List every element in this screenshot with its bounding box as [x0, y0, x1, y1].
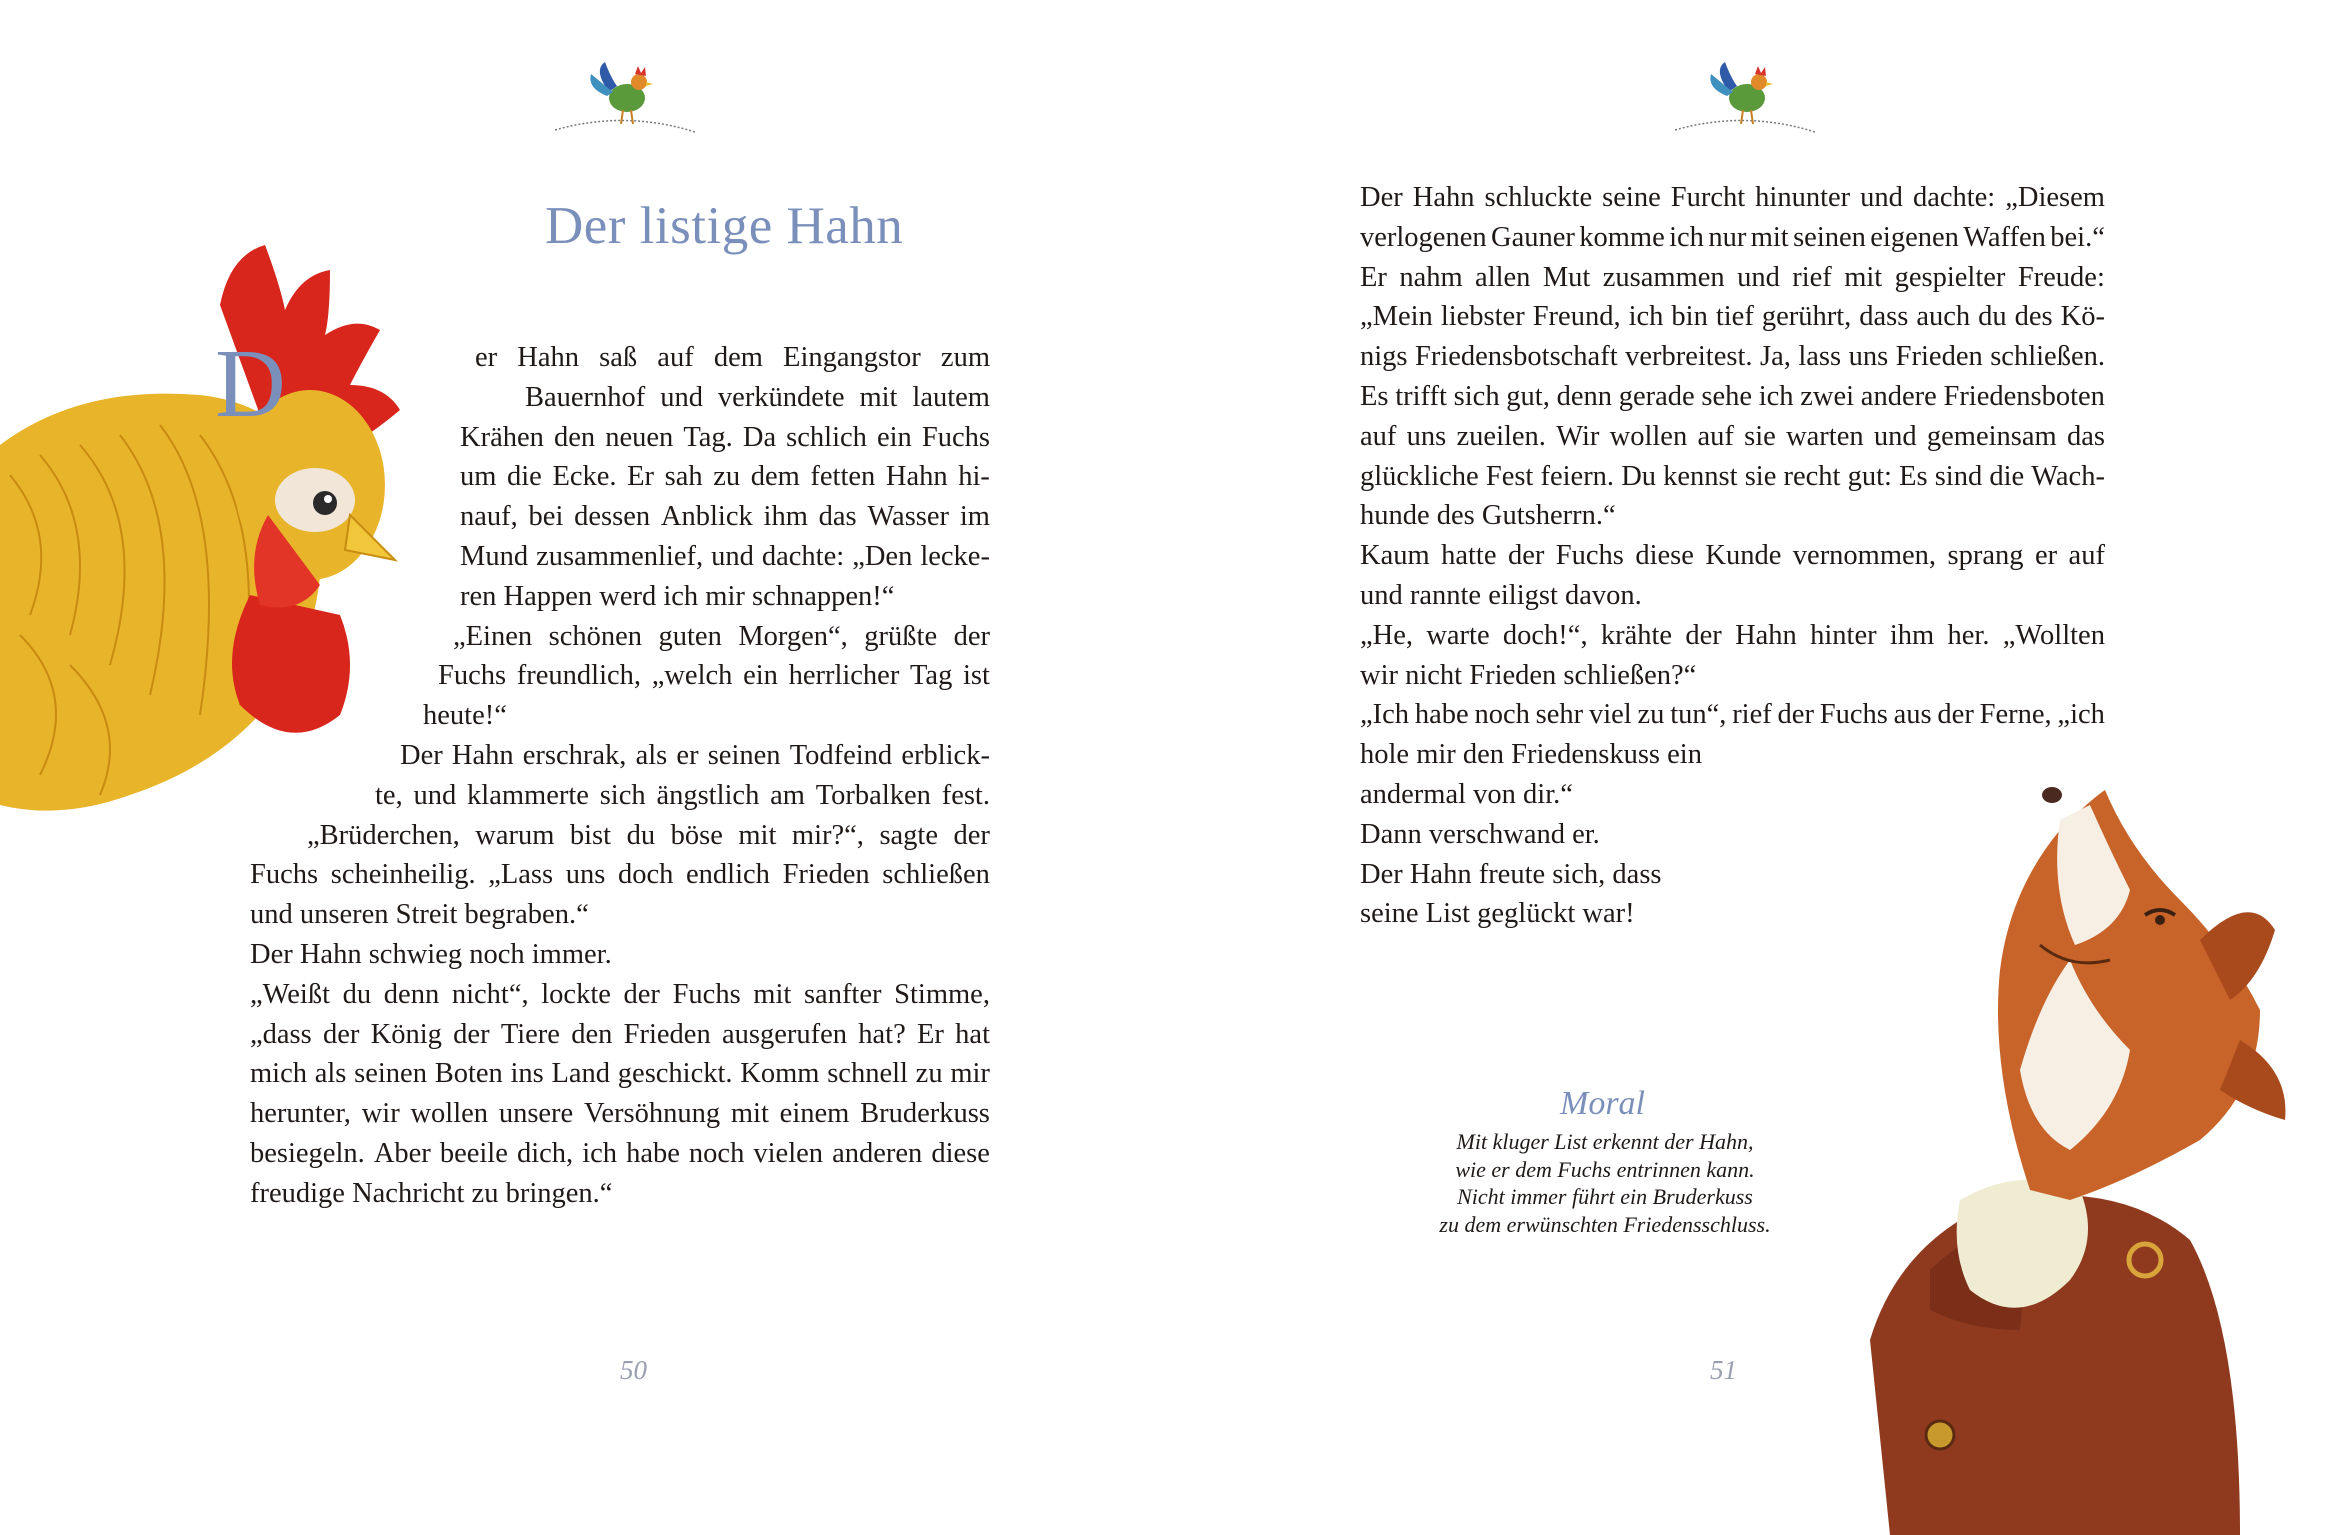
text-line: Krähen den neuen Tag. Da schlich ein Fuchs — [460, 421, 990, 453]
text-line: und unseren Streit begraben.“ — [250, 899, 589, 931]
text-line: besiegeln. Aber beeile dich, ich habe noch vielen anderen diese — [250, 1137, 990, 1169]
rooster-ornament-icon — [1665, 40, 1825, 140]
text-line: verlogenen Gauner komme ich nur mit seinen eigenen Waffen bei.“ — [1360, 221, 2105, 253]
text-line: Der Hahn schwieg noch immer. — [250, 938, 612, 970]
text-line: Fuchs scheinheilig. „Lass uns doch endlich Frieden schließen — [250, 859, 990, 891]
text-line: um die Ecke. Er sah zu dem fetten Hahn hi- — [460, 461, 990, 493]
text-line: „Brüderchen, warum bist du böse mit mir?“, sagte der — [307, 819, 990, 851]
text-line: „Einen schönen guten Morgen“, grüßte der — [453, 620, 990, 652]
text-line: Kaum hatte der Fuchs diese Kunde vernommen, sprang er auf — [1360, 540, 2105, 572]
text-line: Mund zusammenlief, und dachte: „Den lecke- — [460, 540, 990, 572]
text-line: Der Hahn freute sich, dass — [1360, 858, 1662, 890]
text-line: freudige Nachricht zu bringen.“ — [250, 1177, 613, 1209]
text-line: hunde des Gutsherrn.“ — [1360, 500, 1616, 532]
rooster-ornament-icon — [545, 40, 705, 140]
text-line: Er nahm allen Mut zusammen und rief mit gespielter Freude: — [1360, 261, 2105, 293]
text-line: Fuchs freundlich, „welch ein herrlicher Tag ist — [438, 660, 990, 692]
story-title: Der listige Hahn — [545, 197, 904, 255]
text-line: Der Hahn schluckte seine Furcht hinunter und dachte: „Diesem — [1360, 182, 2105, 213]
text-line: hole mir den Friedenskuss ein — [1360, 739, 1702, 771]
right-page — [1170, 0, 2339, 1535]
text-line: „Ich habe noch sehr viel zu tun“, rief der Fuchs aus der Ferne, „ich — [1360, 699, 2105, 731]
text-line: glückliche Fest feiern. Du kennst sie recht gut: Es sind die Wach- — [1360, 460, 2105, 492]
page-number: 51 — [1710, 1355, 1737, 1385]
text-line: wir nicht Frieden schließen?“ — [1360, 659, 1697, 691]
page-number: 50 — [620, 1355, 647, 1385]
moral-line: Mit kluger List erkennt der Hahn, — [1456, 1129, 1754, 1154]
left-body-text — [250, 338, 990, 1214]
text-line: te, und klammerte sich ängstlich am Torbalken fest. — [375, 779, 990, 811]
moral-line: zu dem erwünschten Friedensschluss. — [1439, 1211, 1771, 1237]
drop-cap: D — [215, 330, 286, 438]
text-line: ren Happen werd ich mir schnappen!“ — [460, 580, 895, 612]
text-line: Dann verschwand er. — [1360, 818, 1600, 850]
fox-in-coat-illustration — [1170, 770, 2339, 1535]
text-line: „He, warte doch!“, krähte der Hahn hinter ihm her. „Wollten — [1360, 619, 2105, 651]
moral-heading: Moral — [1560, 1085, 1645, 1122]
text-line: Es trifft sich gut, denn gerade sehe ich zwei andere Friedensboten — [1360, 380, 2105, 412]
text-line: „Mein liebster Freund, ich bin tief gerührt, dass auch du des Kö- — [1360, 301, 2105, 333]
text-line: seine List geglückt war! — [1360, 898, 1635, 930]
text-line: herunter, wir wollen unsere Versöhnung mit einem Bruderkuss — [250, 1098, 990, 1130]
text-line: andermal von dir.“ — [1360, 778, 1573, 810]
text-line: er Hahn saß auf dem Eingangstor zum — [475, 342, 990, 373]
text-line: mich als seinen Boten ins Land geschickt. Komm schnell zu mir — [250, 1058, 990, 1090]
text-line: Bauernhof und verkündete mit lautem — [525, 381, 990, 413]
text-line: nigs Friedensbotschaft verbreitest. Ja, lass uns Frieden schließen. — [1360, 341, 2105, 373]
text-line: „dass der König der Tiere den Frieden ausgerufen hat? Er hat — [250, 1018, 990, 1050]
moral-line: wie er dem Fuchs entrinnen kann. — [1455, 1156, 1755, 1182]
text-line: heute!“ — [423, 700, 507, 732]
text-line: Der Hahn erschrak, als er seinen Todfeind erblick- — [400, 739, 990, 771]
text-line: auf uns zueilen. Wir wollen auf sie warten und gemeinsam das — [1360, 420, 2105, 452]
moral-line: Nicht immer führt ein Bruderkuss — [1457, 1184, 1753, 1209]
text-line: „Weißt du denn nicht“, lockte der Fuchs mit sanfter Stimme, — [250, 978, 990, 1010]
text-line: und rannte eiligst davon. — [1360, 579, 1642, 611]
text-line: nauf, bei dessen Anblick ihm das Wasser im — [460, 501, 990, 533]
